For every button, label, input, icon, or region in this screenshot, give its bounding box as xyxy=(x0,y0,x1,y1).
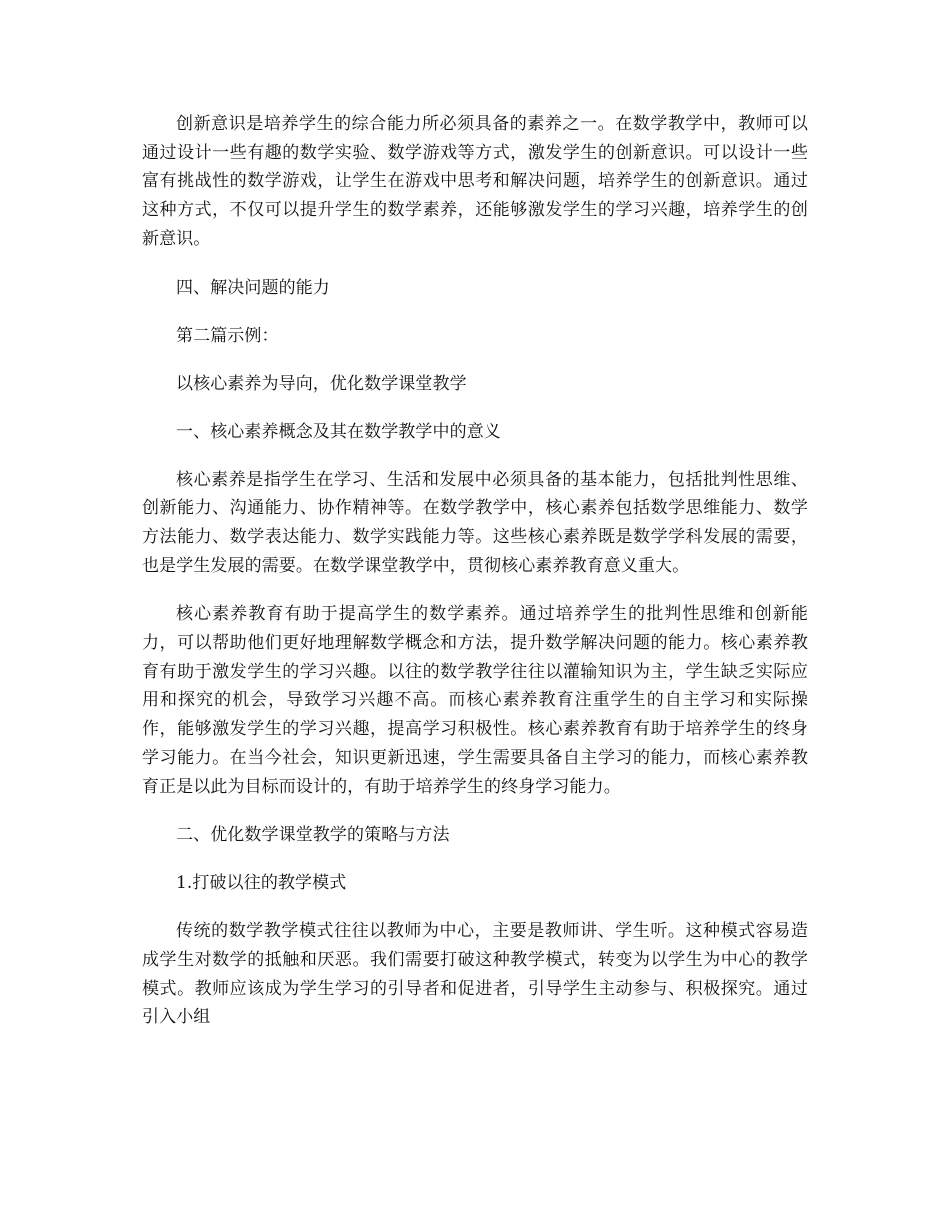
section-heading-problem-solving: 四、解决问题的能力 xyxy=(176,277,330,298)
section-heading-strategies: 二、优化数学课堂教学的策略与方法 xyxy=(176,825,450,846)
section-heading-core-literacy: 一、核心素养概念及其在数学教学中的意义 xyxy=(176,421,501,442)
paragraph-core-literacy-benefits: 核心素养教育有助于提高学生的数学素养。通过培养学生的批判性思维和创新能力，可以帮助他们更好地理解数学概念和方法，提升数学解决问题的能力。核心素养教育有助于激发学生的学习兴趣。以往的数学教学往往以灌输知识为主，学生缺乏实际应用和探究的机会，导致学习兴趣不高。而核心素养教育注重学生的自主学习和实际操作，能够激发学生的学习兴趣，提高学习积极性。核心素养教育有助于培养学生的终身学习能力。在当今社会，知识更新迅速，学生需要具备自主学习的能力，而核心素养教育正是以此为目标而设计的，有助于培养学生的终身学习能力。 xyxy=(142,604,808,797)
subheading-break-teaching-mode: 1.打破以往的教学模式 xyxy=(176,873,347,894)
paragraph-core-literacy-definition: 核心素养是指学生在学习、生活和发展中必须具备的基本能力，包括批判性思维、创新能力、沟通能力、协作精神等。在数学教学中，核心素养包括数学思维能力、数学方法能力、数学表达能力、数学实践能力等。这些核心素养既是数学学科发展的需要，也是学生发展的需要。在数学课堂教学中，贯彻核心素养教育意义重大。 xyxy=(142,469,808,576)
document-body xyxy=(142,110,808,1052)
paragraph-innovation-awareness: 创新意识是培养学生的综合能力所必须具备的素养之一。在数学教学中，教师可以通过设计一些有趣的数学实验、数学游戏等方式，激发学生的创新意识。可以设计一些富有挑战性的数学游戏，让学生在游戏中思考和解决问题，培养学生的创新意识。通过这种方式，不仅可以提升学生的数学素养，还能够激发学生的学习兴趣，培养学生的创新意识。 xyxy=(142,114,808,249)
example-label: 第二篇示例： xyxy=(176,325,279,346)
article-title: 以核心素养为导向，优化数学课堂教学 xyxy=(176,373,467,394)
paragraph-traditional-teaching: 传统的数学教学模式往往以教师为中心，主要是教师讲、学生听。这种模式容易造成学生对数学的抵触和厌恶。我们需要打破这种教学模式，转变为以学生为中心的教学模式。教师应该成为学生学习的引导者和促进者，引导学生主动参与、积极探究。通过引入小组 xyxy=(142,921,808,1028)
